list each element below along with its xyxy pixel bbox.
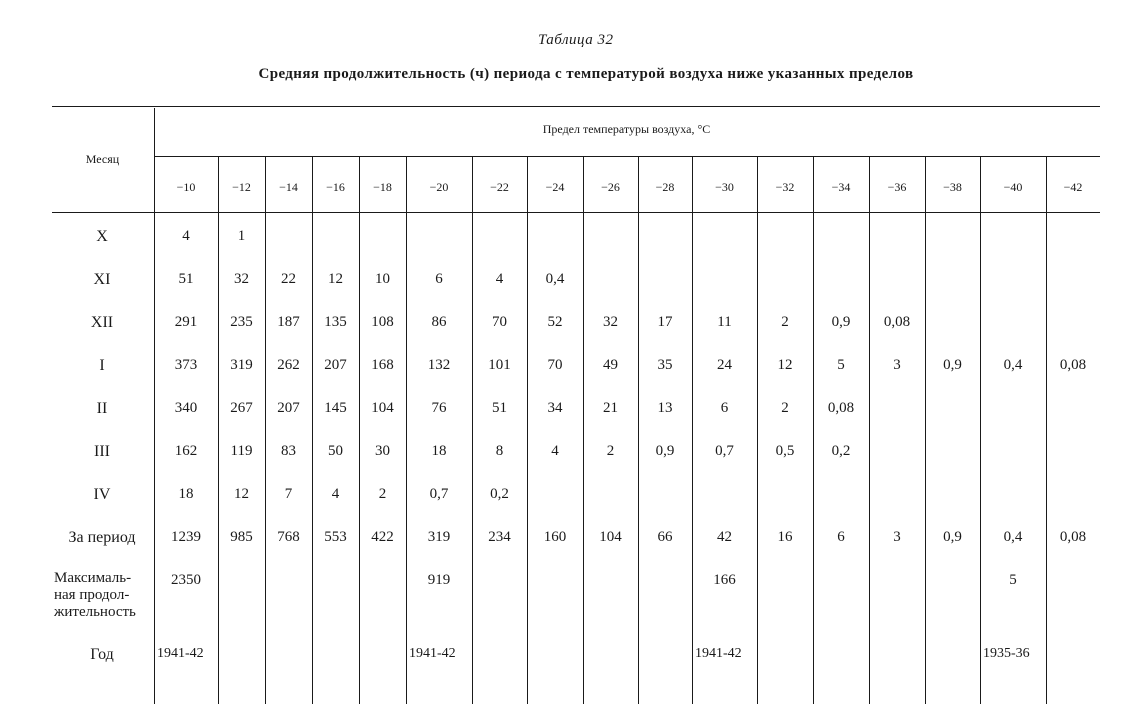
temperature-header: −18: [373, 180, 392, 194]
temperature-header: −14: [279, 180, 298, 194]
column-divider: [583, 157, 584, 704]
table-cell: 104: [371, 400, 394, 416]
temperature-header: −22: [490, 180, 509, 194]
temperature-header: −40: [1003, 180, 1023, 194]
table-cell: 16: [777, 529, 793, 545]
column-divider: [406, 157, 407, 704]
table-cell: 108: [371, 314, 394, 330]
table-cell: 6: [837, 529, 845, 545]
table-cell: 0,9: [655, 443, 675, 459]
table-cell: 0,4: [545, 271, 565, 287]
table-cell: 2: [606, 443, 615, 459]
table-cell: 4: [182, 228, 190, 244]
table-cell: 4: [551, 443, 559, 459]
temperature-header: −16: [326, 180, 345, 194]
table-cell: 10: [375, 271, 390, 287]
table-cell: 70: [492, 314, 507, 330]
table-cell: 4: [495, 271, 504, 287]
table-cell: 1239: [171, 529, 201, 545]
table-cell: 6: [720, 400, 729, 416]
table-cell: 1: [237, 228, 246, 244]
table-cell: 12: [328, 271, 343, 287]
table-cell: 919: [427, 572, 451, 588]
table-cell: 166: [713, 572, 736, 588]
column-divider: [638, 157, 639, 704]
table-cell: 0,9: [831, 314, 851, 330]
row-label: II: [96, 400, 108, 417]
table-cell: 0,08: [883, 314, 911, 330]
table-cell: 145: [324, 400, 347, 416]
temperature-header: −28: [655, 180, 675, 194]
table-cell: 32: [234, 271, 249, 287]
table-cell: 119: [230, 443, 253, 459]
row-label: За период: [68, 529, 136, 546]
table-cell: 2: [781, 400, 789, 416]
table-cell: 32: [603, 314, 618, 330]
column-divider: [265, 157, 266, 704]
row-label: XII: [90, 314, 114, 331]
table-cell: 101: [488, 357, 511, 373]
column-divider: [869, 157, 870, 704]
table-cell: 11: [717, 314, 732, 330]
row-label: XI: [93, 271, 111, 288]
table-cell: 30: [375, 443, 390, 459]
column-divider: [925, 157, 926, 704]
row-label: Максималь- ная продол- жительность: [54, 570, 136, 620]
table-cell: 2350: [171, 572, 201, 588]
table-cell: 319: [427, 529, 451, 545]
table-cell: 168: [371, 357, 394, 373]
temperature-header: −34: [831, 180, 851, 194]
table-cell: 35: [657, 357, 673, 373]
table-cell: 0,9: [943, 529, 962, 545]
column-divider: [980, 157, 981, 704]
column-divider: [472, 157, 473, 704]
table-cell: 768: [277, 529, 300, 545]
group-rule: [154, 156, 1100, 157]
table-cell: 553: [324, 529, 347, 545]
row-label: IV: [93, 486, 111, 503]
table-cell: 66: [657, 529, 673, 545]
table-cell: 0,4: [1003, 529, 1023, 545]
table-cell: 1935-36: [983, 646, 1030, 661]
temperature-header: −42: [1063, 180, 1083, 194]
table-cell: 50: [328, 443, 343, 459]
table-cell: 235: [230, 314, 253, 330]
table-cell: 34: [547, 400, 563, 416]
top-rule: [52, 106, 1100, 107]
table-cell: 17: [657, 314, 673, 330]
temperature-header: −30: [715, 180, 734, 194]
temperature-header: −12: [232, 180, 251, 194]
table-cell: 76: [431, 400, 447, 416]
table-cell: 207: [324, 357, 347, 373]
temperature-group-header: Предел температуры воздуха, °С: [542, 122, 711, 136]
table-cell: 207: [277, 400, 300, 416]
table-cell: 135: [324, 314, 347, 330]
table-cell: 24: [717, 357, 732, 373]
temperature-header: −24: [545, 180, 565, 194]
column-divider: [1046, 157, 1047, 704]
table-cell: 70: [547, 357, 563, 373]
table-cell: 3: [893, 529, 901, 545]
table-cell: 21: [603, 400, 618, 416]
table-cell: 8: [495, 443, 504, 459]
table-cell: 291: [174, 314, 198, 330]
table-cell: 5: [837, 357, 845, 373]
table-cell: 0,08: [827, 400, 855, 416]
table-cell: 132: [427, 357, 451, 373]
table-cell: 340: [174, 400, 198, 416]
table-cell: 22: [281, 271, 296, 287]
table-cell: 86: [431, 314, 447, 330]
table-cell: 3: [893, 357, 901, 373]
table-cell: 319: [230, 357, 253, 373]
table-cell: 1941-42: [157, 646, 204, 661]
table-cell: 4: [331, 486, 340, 502]
table-cell: 162: [174, 443, 198, 459]
header-bottom-rule: [52, 212, 1100, 213]
table-cell: 104: [599, 529, 622, 545]
table-cell: 0,2: [490, 486, 509, 502]
table-title: Средняя продолжительность (ч) периода с температурой воздуха ниже указанных пределов: [258, 66, 914, 82]
table-cell: 51: [492, 400, 507, 416]
column-divider: [692, 157, 693, 704]
table-cell: 6: [435, 271, 443, 287]
table-cell: 0,2: [831, 443, 851, 459]
table-cell: 985: [230, 529, 253, 545]
row-label: I: [99, 357, 105, 374]
column-divider: [527, 157, 528, 704]
table-cell: 13: [657, 400, 673, 416]
table-cell: 18: [431, 443, 447, 459]
column-divider: [757, 157, 758, 704]
month-column-header: Месяц: [85, 152, 120, 166]
row-label: X: [96, 228, 108, 245]
table-cell: 0,08: [1059, 357, 1087, 373]
table-cell: 187: [277, 314, 300, 330]
column-divider: [312, 157, 313, 704]
table-cell: 422: [371, 529, 394, 545]
temperature-header: −26: [601, 180, 620, 194]
table-cell: 51: [178, 271, 194, 287]
row-label: Год: [90, 646, 114, 663]
temperature-header: −32: [775, 180, 795, 194]
column-divider: [813, 157, 814, 704]
table-cell: 52: [547, 314, 563, 330]
table-cell: 7: [284, 486, 293, 502]
table-cell: 49: [603, 357, 618, 373]
table-cell: 262: [277, 357, 300, 373]
table-cell: 160: [543, 529, 567, 545]
table-caption: Таблица 32: [538, 32, 614, 48]
table-cell: 5: [1009, 572, 1017, 588]
temperature-header: −38: [943, 180, 962, 194]
table-cell: 12: [234, 486, 249, 502]
row-label: III: [94, 443, 110, 460]
table-cell: 0,08: [1059, 529, 1087, 545]
table-cell: 2: [378, 486, 387, 502]
table-cell: 267: [230, 400, 253, 416]
column-divider: [359, 157, 360, 704]
table-cell: 0,4: [1003, 357, 1023, 373]
table-cell: 373: [174, 357, 198, 373]
table-cell: 83: [281, 443, 296, 459]
table-cell: 18: [178, 486, 194, 502]
table-cell: 42: [717, 529, 732, 545]
table-cell: 0,7: [715, 443, 734, 459]
table-cell: 0,5: [775, 443, 795, 459]
temperature-header: −36: [887, 180, 907, 194]
temperature-header: −20: [429, 180, 449, 194]
table-cell: 12: [777, 357, 793, 373]
table-cell: 234: [488, 529, 511, 545]
table-cell: 0,9: [943, 357, 962, 373]
table-cell: 1941-42: [695, 646, 742, 661]
table-cell: 1941-42: [409, 646, 456, 661]
temperature-header: −10: [176, 180, 196, 194]
table-cell: 2: [781, 314, 789, 330]
table-cell: 0,7: [429, 486, 449, 502]
